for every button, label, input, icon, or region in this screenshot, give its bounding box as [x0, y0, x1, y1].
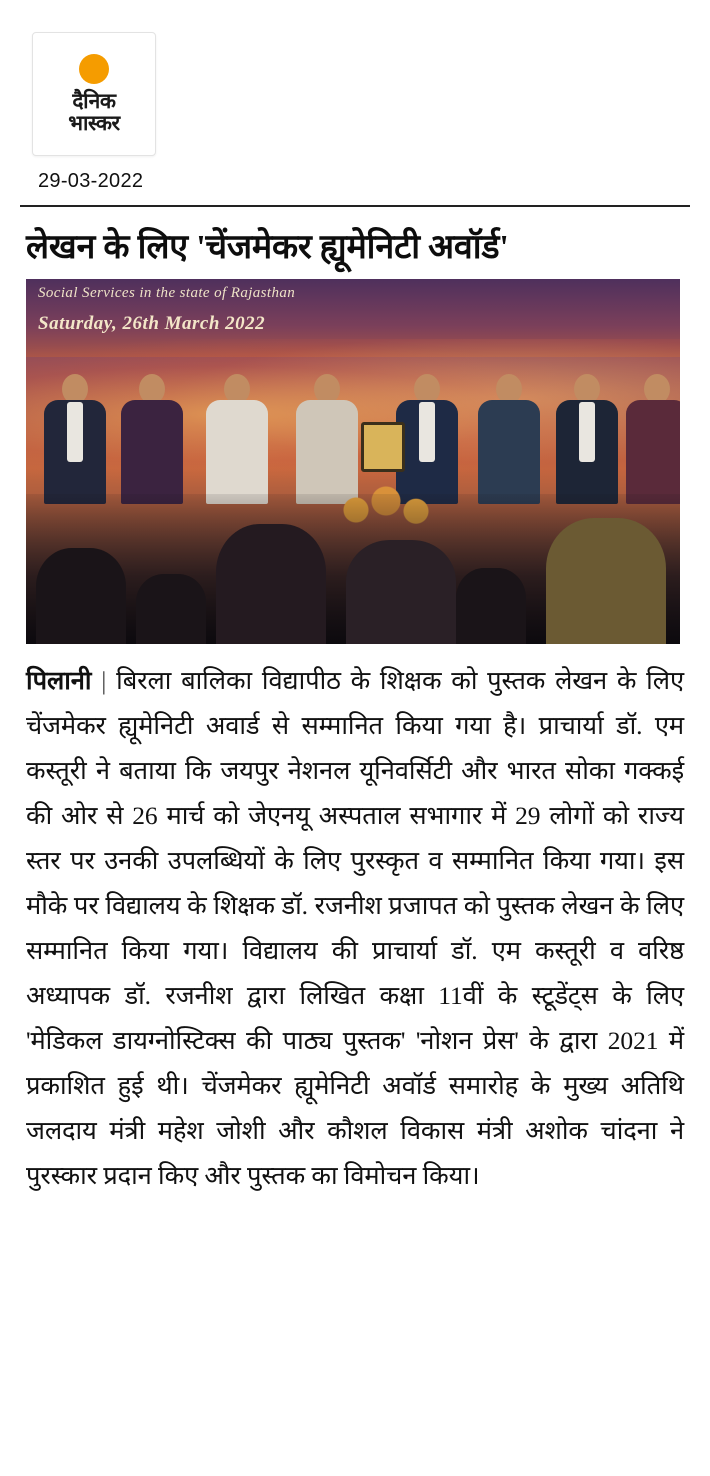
award-plaque: [361, 422, 405, 472]
audience-foreground: [26, 494, 680, 644]
orange-circle-icon: [79, 54, 109, 84]
article-headline: लेखन के लिए 'चेंजमेकर ह्यूमेनिटी अवॉर्ड': [26, 229, 509, 266]
stage-person: [626, 372, 680, 504]
stage-person: [44, 372, 106, 504]
stage-person: [556, 372, 618, 504]
stage-person: [206, 372, 268, 504]
article-body: [26, 658, 684, 1198]
article-body-text: बिरला बालिका विद्यापीठ के शिक्षक को पुस्तक लेखन के लिए चेंजमेकर ह्यूमेनिटी अवार्ड से सम्मानित किया गया है। प्राचार्या डॉ. एम कस्तूरी ने बताया कि जयपुर नेशनल यूनिवर्सिटी और भारत सोका गक्कई की ओर से 26 मार्च को जेएनयू अस्पताल सभागार में 29 लोगों को राज्य स्तर पर उनकी उपलब्धियों के लिए पुरस्कृत व सम्मानित किया गया। इस मौके पर विद्यालय के शिक्षक डॉ. रजनीश प्रजापत को पुस्तक लेखन के लिए सम्मानित किया गया। विद्यालय की प्राचार्या डॉ. एम कस्तूरी व वरिष्ठ अध्यापक डॉ. रजनीश द्वारा लिखित कक्षा 11वीं के स्टूडेंट्स के लिए 'मेडिकल डायग्नोस्टिक्स की पाठ्य पुस्तक' 'नोशन प्रेस' के द्वारा 2021 में प्रकाशित हुई थी। चेंजमेकर ह्यूमेनिटी अवॉर्ड समारोह के मुख्य अतिथि जलदाय मंत्री महेश जोशी और कौशल विकास मंत्री अशोक चांदना ने पुरस्कार प्रदान किए और पुस्तक का विमोचन किया।: [26, 666, 684, 1190]
article-dateline: पिलानी: [26, 666, 92, 695]
article-photo: [26, 279, 680, 644]
logo-line-2: भास्कर: [68, 110, 120, 135]
logo-line-1: दैनिक: [72, 88, 116, 113]
dateline-separator: |: [101, 666, 107, 695]
publication-logo: [32, 32, 156, 156]
banner-line-2: Saturday, 26th March 2022: [38, 313, 266, 334]
stage-person: [121, 372, 183, 504]
publication-date: 29-03-2022: [38, 170, 144, 192]
stage-person: [478, 372, 540, 504]
banner-line-1: Social Services in the state of Rajasthan: [38, 285, 296, 301]
article-clipping: [20, 205, 690, 1455]
